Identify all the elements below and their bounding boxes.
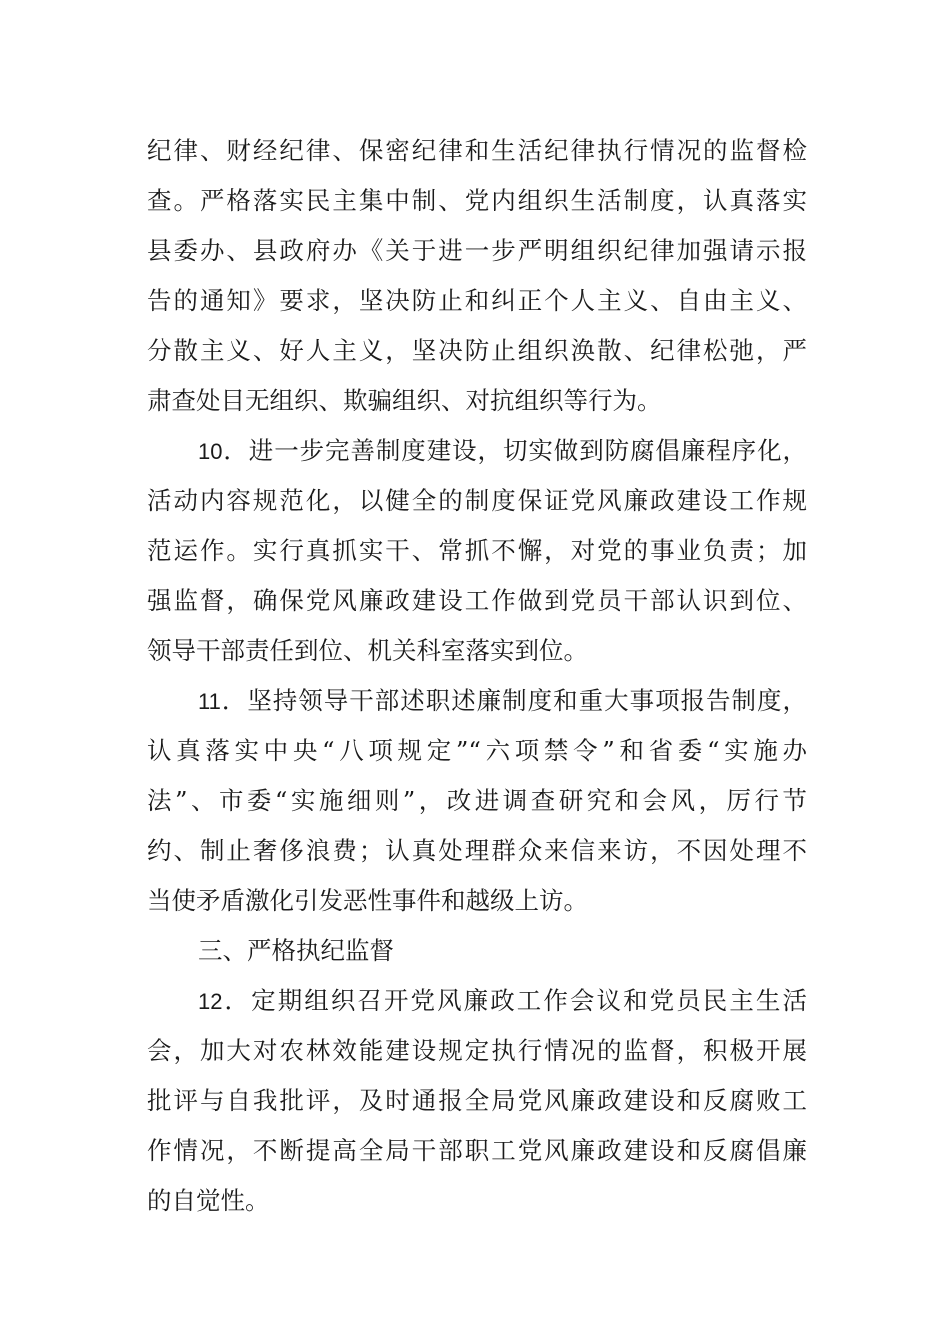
text-line: 作情况，不断提高全局干部职工党风廉政建设和反腐倡廉 bbox=[147, 1136, 807, 1165]
text-line: 强监督，确保党风廉政建设工作做到党员干部认识到位、 bbox=[147, 586, 807, 615]
text-line: 的自觉性。 bbox=[147, 1186, 270, 1215]
text-line-rest: ．定期组织召开党风廉政工作会议和党员民主生活 bbox=[222, 986, 807, 1015]
text-line: 领导干部责任到位、机关科室落实到位。 bbox=[147, 636, 588, 665]
paragraph-item-10 bbox=[147, 426, 807, 676]
text-line: 活动内容规范化，以健全的制度保证党风廉政建设工作规 bbox=[147, 486, 807, 515]
text-line: 肃查处目无组织、欺骗组织、对抗组织等行为。 bbox=[147, 386, 662, 415]
text-line: 批评与自我批评，及时通报全局党风廉政建设和反腐败工 bbox=[147, 1086, 807, 1115]
paragraph-item-12 bbox=[147, 976, 807, 1226]
text-line: 分散主义、好人主义，坚决防止组织涣散、纪律松弛，严 bbox=[147, 336, 807, 365]
text-line: 范运作。实行真抓实干、常抓不懈，对党的事业负责；加 bbox=[147, 536, 807, 565]
text-line: 县委办、县政府办《关于进一步严明组织纪律加强请示报 bbox=[147, 236, 807, 265]
text-line: 纪律、财经纪律、保密纪律和生活纪律执行情况的监督检 bbox=[147, 136, 807, 165]
text-line-first bbox=[147, 676, 807, 726]
text-line-rest: ．坚持领导干部述职述廉制度和重大事项报告制度， bbox=[220, 686, 807, 715]
paragraph-item-11 bbox=[147, 676, 807, 926]
text-line-first bbox=[147, 976, 807, 1026]
text-line: 认真落实中央“八项规定”“六项禁令”和省委“实施办 bbox=[147, 736, 807, 765]
text-line: 当使矛盾激化引发恶性事件和越级上访。 bbox=[147, 886, 588, 915]
text-line: 会，加大对农林效能建设规定执行情况的监督，积极开展 bbox=[147, 1036, 807, 1065]
document-body bbox=[147, 126, 807, 1226]
paragraph-continued bbox=[147, 126, 807, 426]
text-line: 约、制止奢侈浪费；认真处理群众来信来访，不因处理不 bbox=[147, 836, 807, 865]
item-number: 12 bbox=[198, 989, 223, 1014]
text-line: 查。严格落实民主集中制、党内组织生活制度，认真落实 bbox=[147, 186, 807, 215]
text-line-rest: ．进一步完善制度建设，切实做到防腐倡廉程序化， bbox=[222, 436, 807, 465]
section-heading: 三、严格执纪监督 bbox=[198, 936, 394, 965]
text-line: 告的通知》要求，坚决防止和纠正个人主义、自由主义、 bbox=[147, 286, 807, 315]
text-line: 法”、市委“实施细则”，改进调查研究和会风，厉行节 bbox=[147, 786, 807, 815]
item-number: 11 bbox=[198, 689, 221, 714]
item-number: 10 bbox=[198, 439, 223, 464]
text-line-first bbox=[147, 426, 807, 476]
